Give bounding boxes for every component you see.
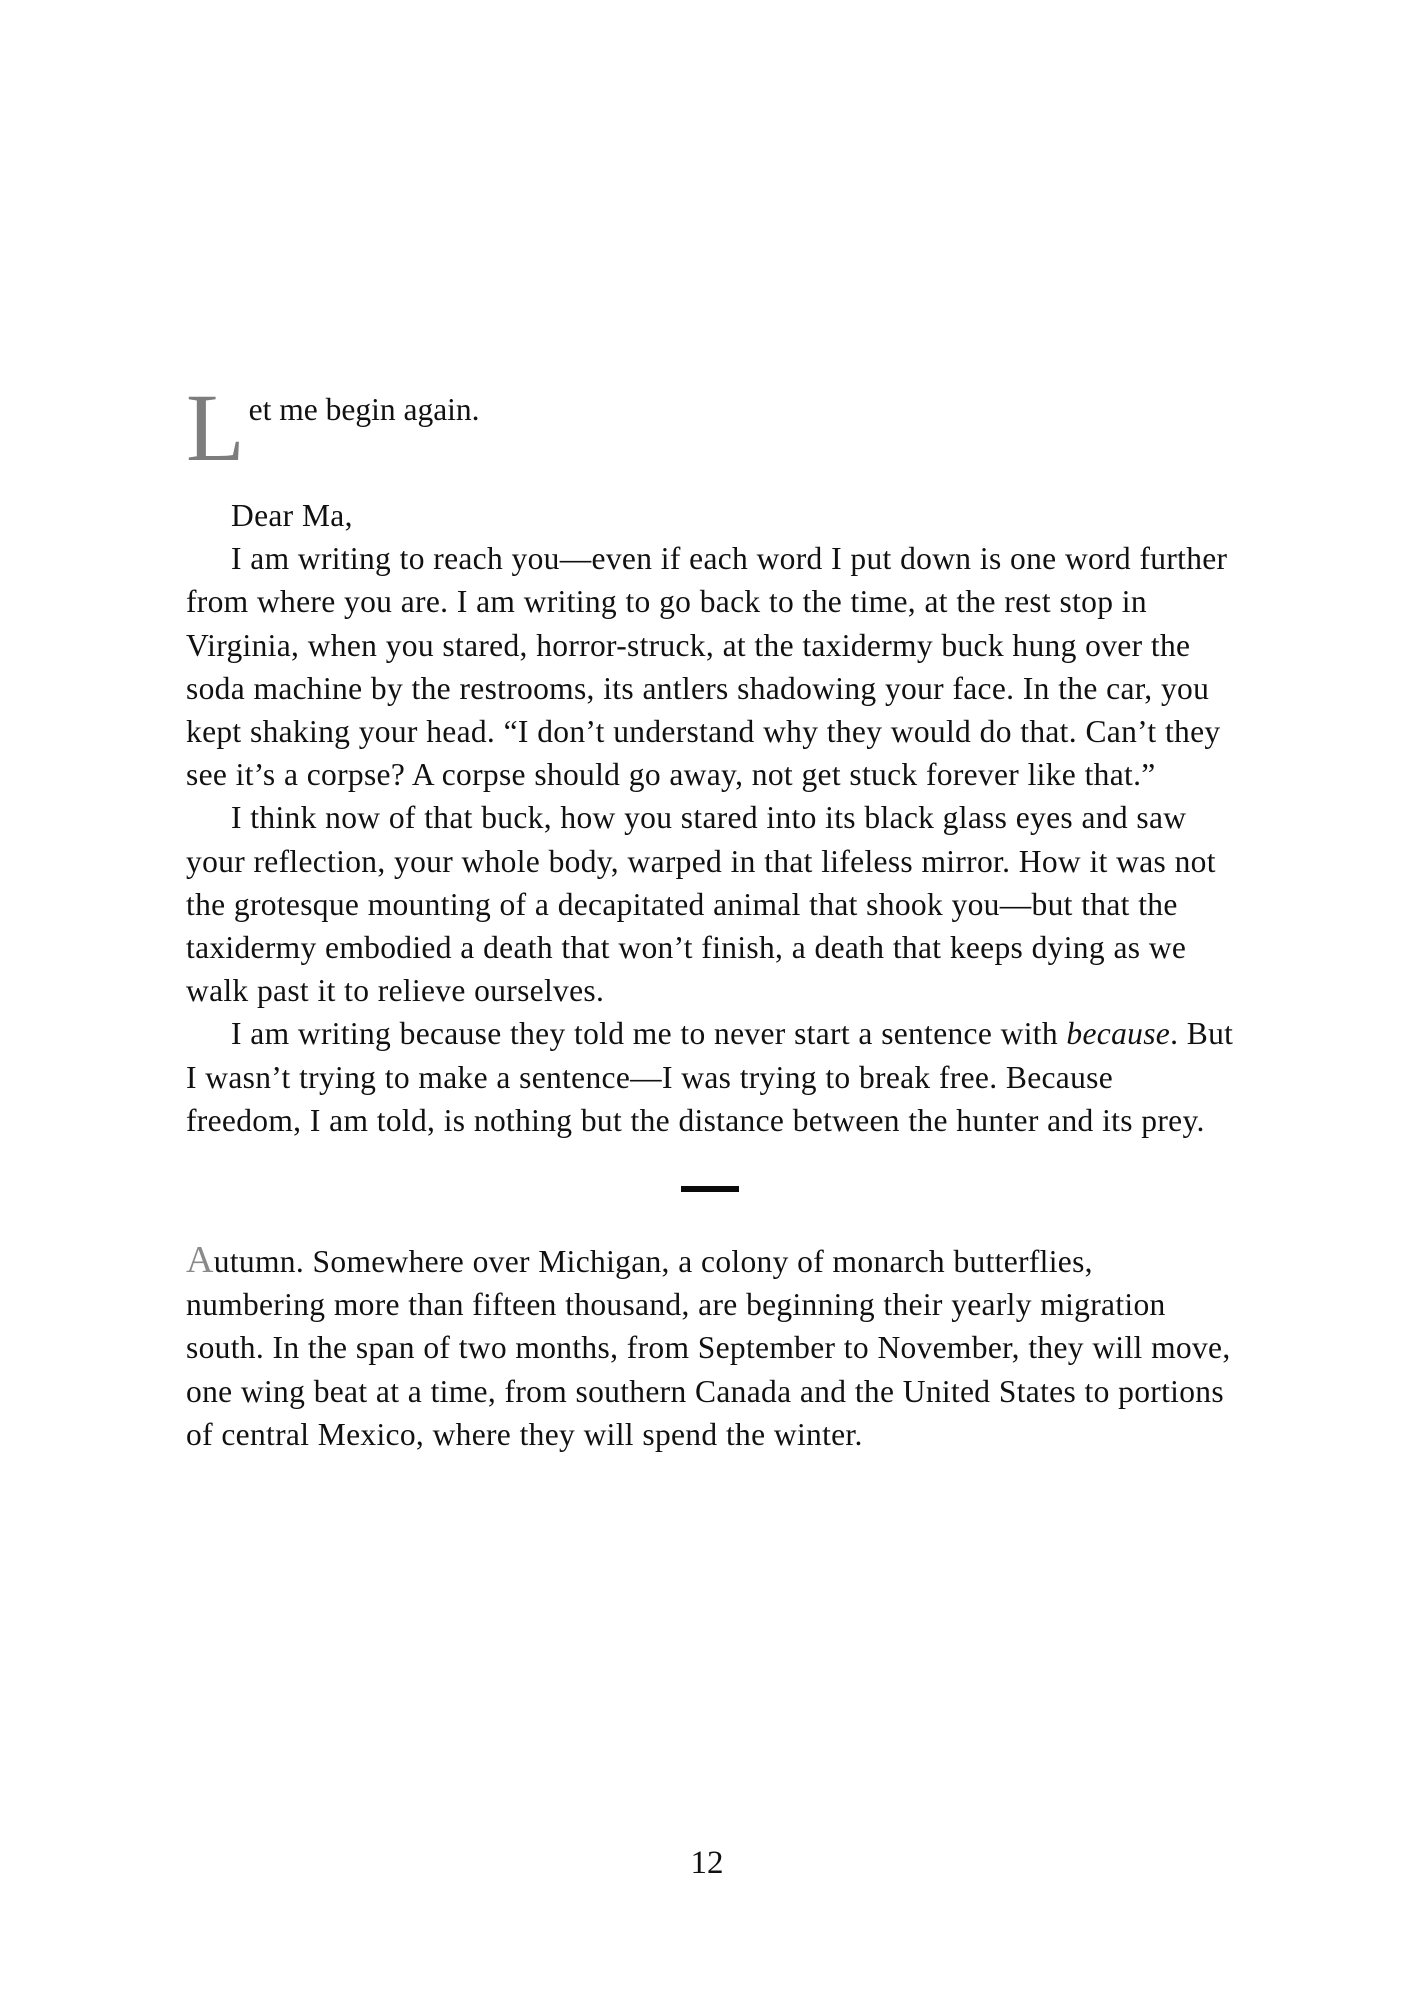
italic-word-because: because (1066, 1016, 1171, 1052)
letter-paragraph-3 (186, 1012, 1234, 1142)
paragraph-text-before-italic: I am writing because they told me to never start a sentence with (231, 1016, 1067, 1052)
section-divider-rule (681, 1186, 739, 1192)
letter-salutation: Dear Ma, (231, 498, 353, 533)
drop-cap: L (186, 374, 245, 481)
letter-paragraph-2: I think now of that buck, how you stared into its black glass eyes and saw your reflection, your whole body, warped in that lifeless mirror. How it was not the grotesque mounting of a decapitated animal that shook you—but that the taxidermy embodied a death that won’t finish, a death that keeps dying as we walk past it to relieve ourselves. (186, 800, 1216, 1009)
opening-line (186, 374, 1234, 481)
versal-cap: A (186, 1239, 214, 1282)
section-paragraph-text: utumn. Somewhere over Michigan, a colony of monarch butterflies, numbering more than fifteen thousand, are beginning their yearly migration south. In the span of two months, from September to November, they will move, one wing beat at a time, from southern Canada and the United States to portions of central Mexico, where they will spend the winter. (186, 1244, 1231, 1452)
text-block (186, 374, 1234, 1456)
page-number: 12 (690, 1845, 724, 1881)
section-paragraph (186, 1240, 1234, 1456)
paragraph-text-after-italic: . But I wasn’t trying to make a sentence—I was trying to break free. Because freedom, I am told, is nothing but the distance between the hunter and its prey. (186, 1016, 1234, 1138)
opening-line-text: et me begin again. (248, 392, 480, 427)
section-divider-wrapper (186, 1172, 1234, 1206)
letter-paragraph-1: I am writing to reach you—even if each word I put down is one word further from where you are. I am writing to go back to the time, at the rest stop in Virginia, when you stared, horror-struck, at the taxidermy buck hung over the soda machine by the restrooms, its antlers shadowing your face. In the car, you kept shaking your head. “I don’t understand why they would do that. Can’t they see it’s a corpse? A corpse should go away, not get stuck forever like that.” (186, 541, 1228, 793)
